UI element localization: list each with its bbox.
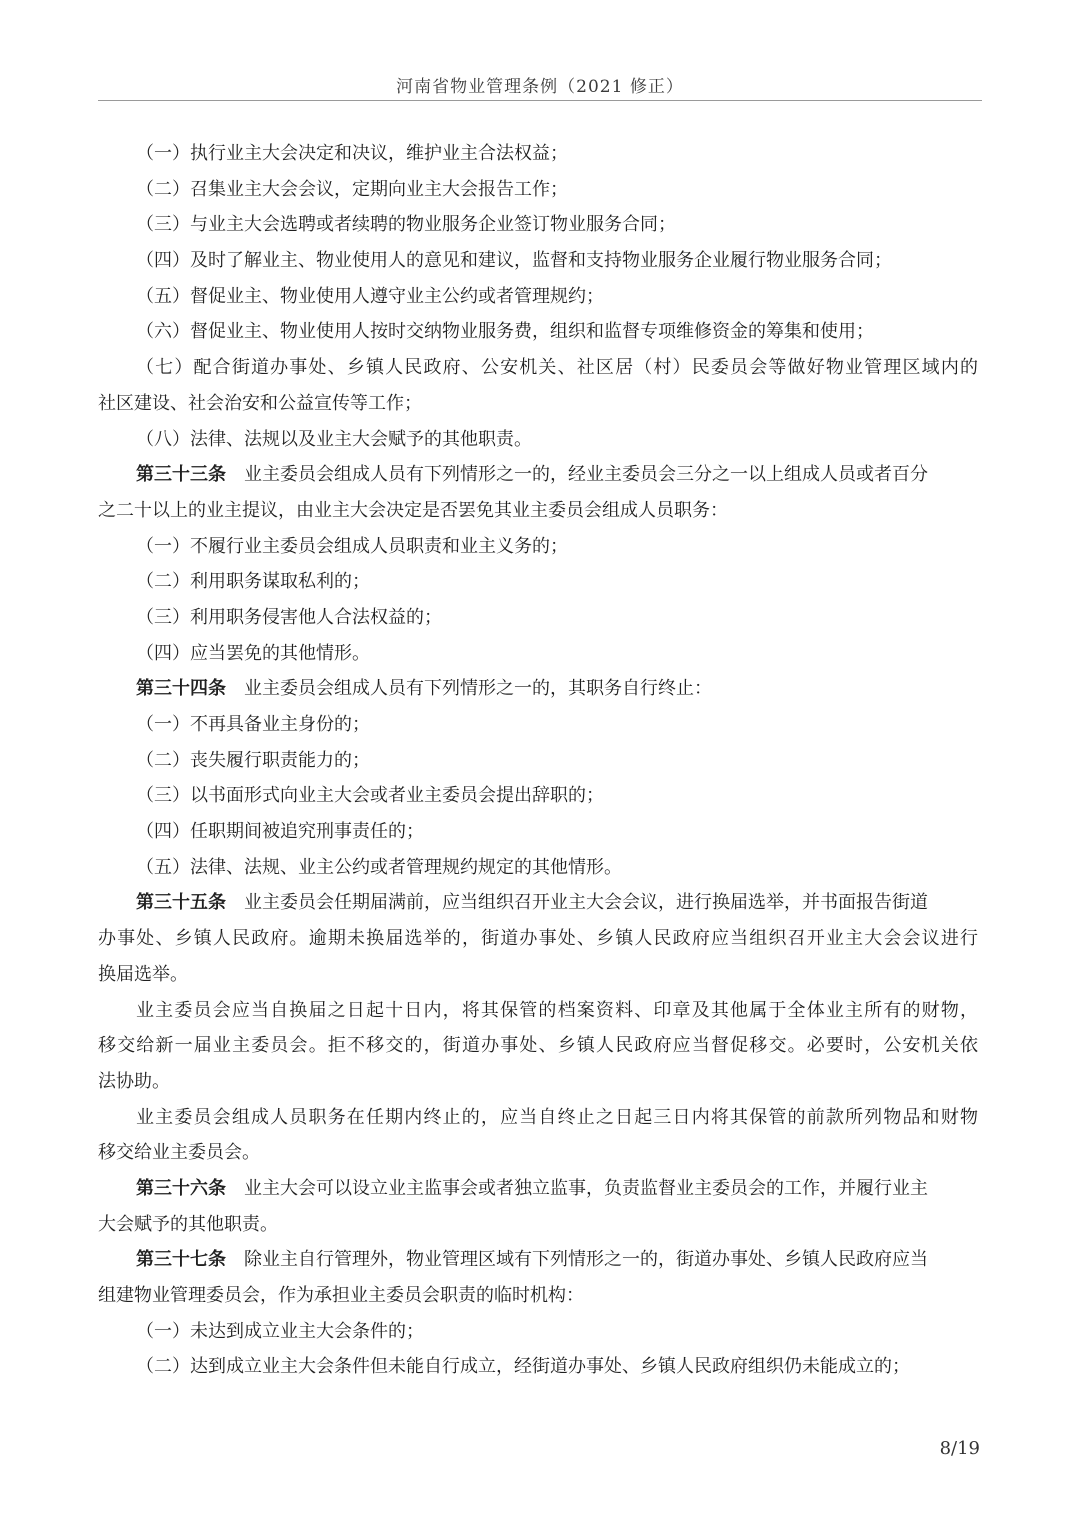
article-33-text: 业主委员会组成人员有下列情形之一的，经业主委员会三分之一以上组成人员或者百分 <box>244 464 928 486</box>
article-37-line <box>98 1242 978 1278</box>
text-line: 法协助。 <box>98 1070 170 1092</box>
text-line: 社区建设、社会治安和公益宣传等工作； <box>98 392 422 414</box>
text-line: 大会赋予的其他职责。 <box>98 1213 278 1235</box>
text-line: （五）法律、法规、业主公约或者管理规约规定的其他情形。 <box>136 856 622 878</box>
article-36-text: 业主大会可以设立业主监事会或者独立监事，负责监督业主委员会的工作，并履行业主 <box>244 1177 928 1199</box>
text-line: 组建物业管理委员会，作为承担业主委员会职责的临时机构： <box>98 1285 584 1306</box>
text-line: （一）不再具备业主身份的； <box>136 714 370 735</box>
article-35-text: 业主委员会任期届满前，应当组织召开业主大会会议，进行换届选举，并书面报告街道 <box>244 892 928 914</box>
text-line: （四）及时了解业主、物业使用人的意见和建议，监督和支持物业服务企业履行物业服务合同； <box>136 250 892 272</box>
article-33-heading: 第三十三条 <box>136 464 226 486</box>
text-line: （二）召集业主大会会议，定期向业主大会报告工作； <box>136 178 568 200</box>
text-line: （三）与业主大会选聘或者续聘的物业服务企业签订物业服务合同； <box>136 214 676 236</box>
article-34-line <box>98 671 978 707</box>
text-line: （二）达到成立业主大会条件但未能自行成立，经街道办事处、乡镇人民政府组织仍未能成立的； <box>136 1356 910 1378</box>
text-line: （七）配合街道办事处、乡镇人民政府、公安机关、社区居（村）民委员会等做好物业管理区域内的 <box>136 357 978 379</box>
text-line: （四）应当罢免的其他情形。 <box>136 642 370 664</box>
text-line: 业主委员会组成人员职务在任期内终止的，应当自终止之日起三日内将其保管的前款所列物品和财物 <box>136 1106 978 1128</box>
page-number: 8/19 <box>939 1438 980 1459</box>
text-line: （五）督促业主、物业使用人遵守业主公约或者管理规约； <box>136 285 604 307</box>
article-36-line <box>98 1171 978 1207</box>
document-body <box>98 136 978 1385</box>
text-line: （一）未达到成立业主大会条件的； <box>136 1320 424 1342</box>
text-line: 业主委员会应当自换届之日起十日内，将其保管的档案资料、印章及其他属于全体业主所有的财物， <box>136 999 978 1021</box>
header-divider <box>98 100 982 101</box>
text-line: 换届选举。 <box>98 963 188 985</box>
article-37-heading: 第三十七条 <box>136 1249 226 1271</box>
text-line: （三）利用职务侵害他人合法权益的； <box>136 606 442 628</box>
text-line: （八）法律、法规以及业主大会赋予的其他职责。 <box>136 428 532 450</box>
text-line: 移交给新一届业主委员会。拒不移交的，街道办事处、乡镇人民政府应当督促移交。必要时，公安机关依 <box>98 1035 978 1057</box>
text-line: （一）不履行业主委员会组成人员职责和业主义务的； <box>136 535 568 557</box>
text-line: 之二十以上的业主提议，由业主大会决定是否罢免其业主委员会组成人员职务： <box>98 499 728 521</box>
document-header-title: 河南省物业管理条例（2021 修正） <box>396 77 684 97</box>
text-line: （四）任职期间被追究刑事责任的； <box>136 821 424 843</box>
article-35-line <box>98 885 978 921</box>
text-line: 移交给业主委员会。 <box>98 1142 260 1164</box>
article-34-heading: 第三十四条 <box>136 678 226 700</box>
text-line: 办事处、乡镇人民政府。逾期未换届选举的，街道办事处、乡镇人民政府应当组织召开业主大会会议进行 <box>98 928 978 950</box>
article-33-line <box>98 457 978 493</box>
article-37-text: 除业主自行管理外，物业管理区域有下列情形之一的，街道办事处、乡镇人民政府应当 <box>244 1249 928 1271</box>
text-line: （三）以书面形式向业主大会或者业主委员会提出辞职的； <box>136 785 604 807</box>
text-line: （一）执行业主大会决定和决议，维护业主合法权益； <box>136 143 568 164</box>
article-36-heading: 第三十六条 <box>136 1177 226 1199</box>
text-line: （六）督促业主、物业使用人按时交纳物业服务费，组织和监督专项维修资金的筹集和使用； <box>136 321 874 343</box>
article-35-heading: 第三十五条 <box>136 892 226 914</box>
text-line: （二）丧失履行职责能力的； <box>136 749 370 771</box>
article-34-text: 业主委员会组成人员有下列情形之一的，其职务自行终止： <box>244 678 712 700</box>
text-line: （二）利用职务谋取私利的； <box>136 571 370 593</box>
